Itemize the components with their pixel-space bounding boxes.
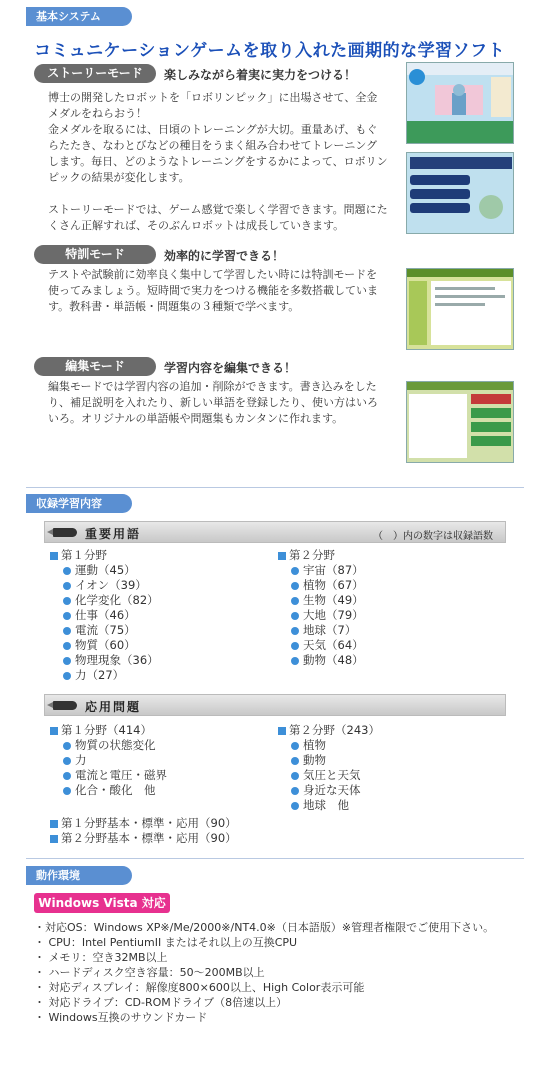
- list-item: 宇宙（87）: [278, 563, 364, 578]
- section-tab-contents: 収録学習内容: [26, 494, 132, 513]
- list-item: 植物（67）: [278, 578, 364, 593]
- applied-field2: [278, 723, 380, 813]
- list-item: 運動（45）: [50, 563, 159, 578]
- applied-basics: [50, 816, 237, 846]
- list-item: 気圧と天気: [278, 768, 380, 783]
- list-item: 化学変化（82）: [50, 593, 159, 608]
- list-item: 物質（60）: [50, 638, 159, 653]
- list-item: 生物（49）: [278, 593, 364, 608]
- pencil-icon: [53, 701, 77, 710]
- story-mode-body: 博士の開発したロボットを「ロボリンピック」に出場させて、全金メダルをねらおう！ 金メダルを取るには、日頃のトレーニングが大切。重量あげ、もぐらたたき、なわとびなどの種目をうまく組み合わせてトレーニングします。毎日、どのようなトレーニングをするかによって、ロボリンピックの結果が変化します。 ストーリーモードでは、ゲーム感覚で楽しく学習できます。問題にたくさん正解すれば、そのぶんロボットは成長していきます。: [48, 91, 388, 232]
- edit-window-image: [407, 382, 514, 463]
- list-item: 天気（64）: [278, 638, 364, 653]
- list-item: 物理現象（36）: [50, 653, 159, 668]
- list-item: 動物: [278, 753, 380, 768]
- spec-display: ・ 対応ディスプレイ：解像度800×600以上、High Color表示可能: [34, 981, 365, 994]
- edit-mode-subtitle: 学習内容を編集できる！: [164, 361, 297, 375]
- story-screenshot-1: [406, 62, 514, 144]
- list-item: 化合・酸化 他: [50, 783, 167, 798]
- terms-title: 重要用語: [85, 527, 142, 541]
- list-item: 力（27）: [50, 668, 159, 683]
- spec-cpu: ・ CPU：Intel PentiumII またはそれ以上の互換CPU: [34, 936, 298, 949]
- divider-2: [26, 858, 524, 859]
- story-game-image: [407, 63, 514, 144]
- training-window-image: [407, 269, 514, 350]
- list-item: イオン（39）: [50, 578, 159, 593]
- list-item: 仕事（46）: [50, 608, 159, 623]
- story-screenshot-2: [406, 152, 514, 234]
- list-item: 地球 他: [278, 798, 380, 813]
- training-mode-body: テストや試験前に効率良く集中して学習したい時には特訓モードを使ってみましょう。短時間で実力をつける機能を多数搭載しています。教科書・単語帳・問題集の３種類で学べます。: [48, 268, 378, 313]
- terms-field1-heading: 第１分野: [50, 548, 159, 563]
- spec-list: [34, 920, 524, 1025]
- list-item: 身近な天体: [278, 783, 380, 798]
- terms-field2-heading: 第２分野: [278, 548, 364, 563]
- terms-field2: [278, 548, 364, 668]
- story-mode-subtitle: 楽しみながら着実に実力をつける！: [164, 68, 357, 82]
- list-item: 地球（7）: [278, 623, 364, 638]
- applied-field1-heading: 第１分野（414）: [50, 723, 167, 738]
- story-quiz-image: [407, 153, 514, 234]
- spec-os: ・対応OS：Windows XP※/Me/2000※/NT4.0※（日本語版）※管理者権限でご使用下さい。: [34, 921, 495, 934]
- training-mode-tag: 特訓モード: [34, 245, 156, 264]
- list-item: 力: [50, 753, 167, 768]
- applied-field1: [50, 723, 167, 798]
- applied-bar: [44, 694, 506, 716]
- edit-screenshot: [406, 381, 514, 463]
- edit-mode-body: 編集モードでは学習内容の追加・削除ができます。書き込みをしたり、補足説明を入れたり、新しい単語を登録したり、使い方はいろいろ。オリジナルの単語帳や問題集もカンタンに作れます。: [48, 380, 378, 425]
- edit-mode-tag: 編集モード: [34, 357, 156, 376]
- section-tab-basic: 基本システム: [26, 7, 132, 26]
- applied-basics-2: 第２分野基本・標準・応用（90）: [50, 831, 237, 846]
- terms-bar: [44, 521, 506, 543]
- spec-hdd: ・ ハードディスク空き容量：50～200MB以上: [34, 966, 265, 979]
- section-tab-env: 動作環境: [26, 866, 132, 885]
- windows-vista-badge: Windows Vista 対応: [34, 893, 170, 913]
- list-item: 物質の状態変化: [50, 738, 167, 753]
- applied-basics-1: 第１分野基本・標準・応用（90）: [50, 816, 237, 831]
- training-screenshot: [406, 268, 514, 350]
- spec-sound: ・ Windows互換のサウンドカード: [34, 1011, 208, 1024]
- spec-drive: ・ 対応ドライブ：CD-ROMドライブ（8倍速以上）: [34, 996, 288, 1009]
- applied-field2-heading: 第２分野（243）: [278, 723, 380, 738]
- page-headline: コミュニケーションゲームを取り入れた画期的な学習ソフト: [34, 41, 506, 61]
- list-item: 動物（48）: [278, 653, 364, 668]
- list-item: 植物: [278, 738, 380, 753]
- pencil-icon: [53, 528, 77, 537]
- terms-field1: [50, 548, 159, 683]
- list-item: 電流（75）: [50, 623, 159, 638]
- applied-title: 応用問題: [85, 700, 142, 714]
- training-mode-subtitle: 効率的に学習できる！: [164, 249, 285, 263]
- spec-memory: ・ メモリ：空き32MB以上: [34, 951, 168, 964]
- list-item: 電流と電圧・磁界: [50, 768, 167, 783]
- list-item: 大地（79）: [278, 608, 364, 623]
- divider-1: [26, 487, 524, 488]
- terms-note: （ ）内の数字は収録語数: [373, 531, 493, 542]
- story-mode-tag: ストーリーモード: [34, 64, 156, 83]
